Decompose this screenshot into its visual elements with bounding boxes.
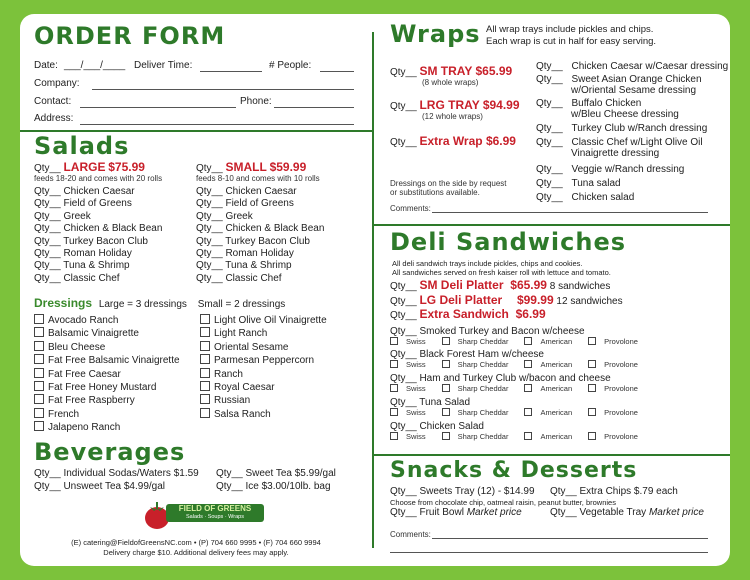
dressing-option[interactable]: Fat Free Raspberry (34, 394, 180, 407)
checkbox[interactable] (200, 354, 210, 364)
deli-extra-row: Qty__ Extra Sandwich $6.99 (390, 307, 546, 321)
salad-small-desc: feeds 8-10 and comes with 10 rolls (196, 174, 320, 183)
list-item[interactable]: Qty__ Tuna & Shrimp (196, 260, 292, 272)
deli-lg-row: Qty__ LG Deli Platter $99.99 12 sandwiches (390, 292, 623, 307)
salads-title: Salads (34, 132, 130, 160)
list-item[interactable]: Qty__ Classic Chef (196, 272, 282, 284)
wrap-extra-qty[interactable]: Qty__ (390, 137, 417, 148)
extra-chips[interactable]: Qty__ Extra Chips $.79 each (550, 486, 678, 497)
dressings-header (34, 296, 285, 310)
beverage-sweet-tea[interactable]: Qty__ Sweet Tea $5.99/gal (216, 468, 336, 479)
logo-banner (166, 504, 264, 522)
contact-label: Contact: (34, 96, 72, 107)
checkbox[interactable] (200, 394, 210, 404)
dressing-option[interactable]: Fat Free Honey Mustard (34, 381, 180, 394)
sweets-tray[interactable]: Qty__ Sweets Tray (12) - $14.99 (390, 486, 535, 497)
checkbox[interactable] (200, 327, 210, 337)
snacks-comments-field[interactable] (432, 538, 708, 539)
company-label: Company: (34, 78, 80, 89)
wrap-sm-tray (390, 64, 512, 78)
checkbox[interactable] (34, 421, 44, 431)
vegetable-tray[interactable]: Qty__ Vegetable Tray Market price (550, 507, 704, 518)
list-item[interactable]: Qty__ Turkey Bacon Club (196, 235, 310, 247)
dressing-option[interactable]: Avocado Ranch (34, 314, 180, 327)
list-item[interactable]: Qty__ Ham and Turkey Club w/bacon and cheese Swiss Sharp Cheddar American Provolone (390, 373, 654, 393)
checkbox[interactable] (200, 408, 210, 418)
salad-large-name: LARGE (63, 160, 106, 174)
wrap-lrg-desc: (12 whole wraps) (422, 112, 483, 121)
logo-name: FIELD OF GREENS (178, 504, 252, 513)
list-item[interactable]: Qty__ Greek (34, 210, 91, 222)
checkbox[interactable] (34, 314, 44, 324)
list-item[interactable]: Qty__ Tuna Salad Swiss Sharp Cheddar American Provolone (390, 397, 654, 417)
checkbox[interactable] (34, 381, 44, 391)
snacks-comments-line-2[interactable] (390, 552, 708, 553)
dressing-option[interactable]: Russian (200, 394, 327, 407)
wraps-comments-field[interactable] (432, 212, 708, 213)
deli-platters (390, 279, 623, 323)
checkbox[interactable] (200, 368, 210, 378)
beverage-ice[interactable]: Qty__ Ice $3.00/10lb. bag (216, 481, 331, 492)
salad-small-price: $59.99 (269, 160, 307, 174)
snacks-title: Snacks & Desserts (390, 458, 638, 483)
salad-large-list (34, 186, 162, 285)
dressings-note-large: Large = 3 dressings (98, 299, 187, 310)
list-item[interactable]: Qty__ Classic Chef (34, 272, 120, 284)
wraps-side-note-2: or substitutions available. (390, 188, 480, 197)
order-form-sheet (20, 14, 730, 566)
column-divider (372, 32, 374, 548)
fruit-bowl[interactable]: Qty__ Fruit Bowl Market price (390, 507, 522, 518)
dressing-option[interactable]: Jalapeno Ranch (34, 421, 180, 434)
dressing-option[interactable]: Oriental Sesame (200, 341, 327, 354)
list-item[interactable]: Qty__ Tuna salad (536, 178, 621, 189)
dressing-option[interactable]: Fat Free Balsamic Vinaigrette (34, 354, 180, 367)
checkbox[interactable] (200, 381, 210, 391)
deliver-time-label: Deliver Time: (134, 60, 193, 71)
beverage-unsweet-tea[interactable]: Qty__ Unsweet Tea $4.99/gal (34, 481, 166, 492)
cheese-options: Swiss Sharp Cheddar American Provolone (390, 408, 654, 417)
deli-sm-row: Qty__ SM Deli Platter $65.99 8 sandwiches (390, 278, 611, 292)
checkbox[interactable] (34, 408, 44, 418)
salad-small-header (196, 160, 306, 174)
dressing-option[interactable]: Light Ranch (200, 327, 327, 340)
deli-note-1: All deli sandwich trays include pickles, chips and cookies. (392, 259, 583, 268)
dressing-option[interactable]: Royal Caesar (200, 381, 327, 394)
address-field[interactable] (80, 124, 354, 125)
list-item[interactable]: Qty__ Chicken Salad Swiss Sharp Cheddar American Provolone (390, 421, 654, 441)
salad-small-list (196, 186, 324, 285)
wrap-extra (390, 134, 516, 148)
dressing-option[interactable]: French (34, 408, 180, 421)
beverages-title: Beverages (34, 438, 186, 466)
beverage-sodas[interactable]: Qty__ Individual Sodas/Waters $1.59 (34, 468, 199, 479)
salad-small-qty[interactable]: Qty__ (196, 163, 223, 174)
wraps-note-1: All wrap trays include pickles and chips. (486, 24, 654, 35)
cheese-options: Swiss Sharp Cheddar American Provolone (390, 360, 654, 369)
divider (374, 224, 730, 226)
company-field[interactable] (92, 89, 354, 90)
dressing-option[interactable]: Bleu Cheese (34, 341, 180, 354)
dressing-option[interactable]: Parmesan Peppercorn (200, 354, 327, 367)
order-form-title: ORDER FORM (34, 22, 226, 50)
list-item[interactable]: Qty__ Chicken Caesar w/Caesar dressing (536, 61, 729, 72)
phone-field[interactable] (274, 107, 354, 108)
wraps-note-2: Each wrap is cut in half for easy serving. (486, 36, 657, 47)
checkbox[interactable] (200, 341, 210, 351)
sweets-note: Choose from chocolate chip, oatmeal raisin, peanut butter, brownies (390, 498, 616, 507)
list-item[interactable]: Qty__ Chicken & Black Bean (34, 223, 163, 235)
checkbox[interactable] (34, 354, 44, 364)
dressing-option[interactable]: Salsa Ranch (200, 408, 327, 421)
list-item[interactable]: Qty__ Classic Chef w/Light Olive Oil Vinaigrette dressing (536, 137, 703, 159)
list-item[interactable]: Qty__ Chicken & Black Bean (196, 223, 325, 235)
list-item[interactable]: Qty__ Sweet Asian Orange Chicken w/Oriental Sesame dressing (536, 74, 702, 96)
wrap-lrg-name: LRG TRAY $94.99 (419, 98, 520, 112)
cheese-options: Swiss Sharp Cheddar American Provolone (390, 384, 654, 393)
snacks-comments-label: Comments: (390, 530, 431, 539)
dressings-note-small: Small = 2 dressings (197, 299, 286, 310)
people-label: # People: (269, 60, 312, 71)
list-item[interactable]: Qty__ Greek (196, 210, 253, 222)
list-item[interactable]: Qty__ Smoked Turkey and Bacon w/cheese Swiss Sharp Cheddar American Provolone (390, 326, 654, 346)
wrap-lrg-tray (390, 98, 520, 112)
list-item[interactable]: Qty__ Field of Greens (34, 198, 132, 210)
wrap-extra-name: Extra Wrap $6.99 (419, 134, 516, 148)
cheese-options: Swiss Sharp Cheddar American Provolone (390, 337, 654, 346)
dressings-left-list (34, 314, 180, 435)
date-field[interactable]: ___/___/____ (64, 60, 126, 71)
salad-large-header (34, 160, 145, 174)
checkbox[interactable] (34, 368, 44, 378)
cheese-options: Swiss Sharp Cheddar American Provolone (390, 432, 654, 441)
wrap-sm-qty[interactable]: Qty__ (390, 67, 417, 78)
list-item[interactable]: Qty__ Chicken Caesar (34, 186, 135, 197)
list-item[interactable]: Qty__ Turkey Bacon Club (34, 235, 148, 247)
list-item[interactable]: Qty__ Chicken Caesar (196, 186, 297, 197)
salad-small-name: SMALL (225, 160, 267, 174)
dressing-option[interactable]: Light Olive Oil Vinaigrette (200, 314, 327, 327)
checkbox[interactable] (34, 394, 44, 404)
logo-tagline: Salads · Soups · Wraps (186, 514, 244, 520)
dressings-title: Dressings (34, 296, 93, 310)
salad-large-qty[interactable]: Qty__ (34, 163, 61, 174)
wrap-sm-name: SM TRAY $65.99 (419, 64, 513, 78)
list-item[interactable]: Qty__ Roman Holiday (196, 248, 294, 260)
deliver-time-field[interactable] (200, 71, 262, 72)
address-label: Address: (34, 113, 74, 124)
list-item[interactable]: Qty__ Turkey Club w/Ranch dressing (536, 123, 708, 134)
wrap-lrg-qty[interactable]: Qty__ (390, 101, 417, 112)
wraps-side-note-1: Dressings on the side by request (390, 179, 507, 188)
dressing-option[interactable]: Balsamic Vinaigrette (34, 327, 180, 340)
delivery-note: Delivery charge $10. Additional delivery fees may apply. (103, 548, 289, 557)
people-field[interactable] (320, 71, 354, 72)
checkbox[interactable] (34, 341, 44, 351)
dressings-right-list (200, 314, 327, 421)
dressing-option[interactable]: Ranch (200, 368, 327, 381)
deli-title: Deli Sandwiches (390, 228, 627, 256)
list-item[interactable]: Qty__ Black Forest Ham w/cheese Swiss Sharp Cheddar American Provolone (390, 349, 654, 369)
deli-note-2: All sandwiches served on fresh kaiser roll with lettuce and tomato. (392, 268, 611, 277)
date-label: Date: (34, 60, 58, 71)
checkbox[interactable] (34, 327, 44, 337)
list-item[interactable]: Qty__ Chicken salad (536, 192, 635, 203)
list-item[interactable]: Qty__ Veggie w/Ranch dressing (536, 164, 685, 175)
divider (374, 454, 730, 456)
list-item[interactable]: Qty__ Roman Holiday (34, 248, 132, 260)
wraps-comments-label: Comments: (390, 204, 431, 213)
contact-field[interactable] (80, 107, 236, 108)
list-item[interactable]: Qty__ Buffalo Chicken w/Bleu Cheese dressing (536, 98, 679, 120)
list-item[interactable]: Qty__ Tuna & Shrimp (34, 260, 130, 272)
salad-large-desc: feeds 18-20 and comes with 20 rolls (34, 174, 163, 183)
checkbox[interactable] (200, 314, 210, 324)
contact-line: (E) catering@FieldofGreensNC.com • (P) 704 660 9995 • (F) 704 660 9994 (71, 538, 321, 547)
list-item[interactable]: Qty__ Field of Greens (196, 198, 294, 210)
salad-large-price: $75.99 (108, 160, 145, 174)
wraps-title: Wraps (390, 20, 481, 48)
wrap-sm-desc: (8 whole wraps) (422, 78, 479, 87)
dressing-option[interactable]: Fat Free Caesar (34, 368, 180, 381)
phone-label: Phone: (240, 96, 272, 107)
